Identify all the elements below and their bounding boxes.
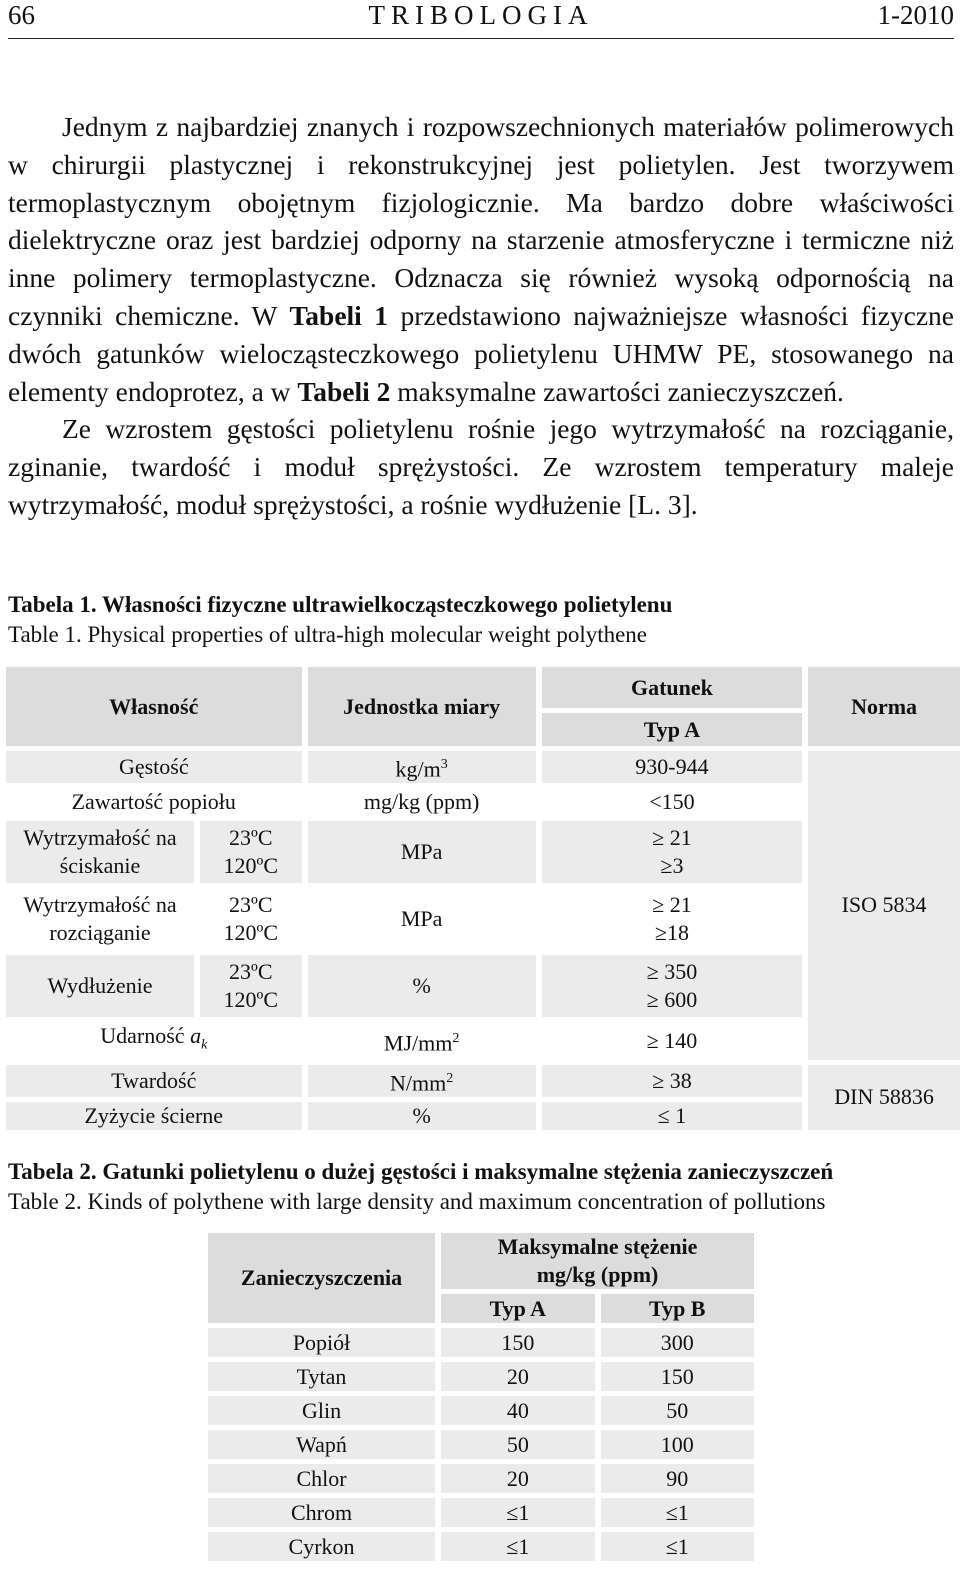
- norm-iso: ISO 5834: [808, 751, 960, 1060]
- row-wear-name: Zyżycie ścierne: [6, 1102, 302, 1130]
- th-grade: Gatunek: [542, 667, 802, 708]
- th-unit: Jednostka miary: [308, 667, 536, 746]
- t2-row-a: 50: [441, 1430, 594, 1459]
- t2-row-a: 150: [441, 1328, 594, 1357]
- t2-row-b: 50: [601, 1396, 754, 1425]
- ref-table1: Tabeli 1: [289, 299, 389, 331]
- t2-th-type-b: Typ B: [601, 1294, 754, 1323]
- row-ash-value: <150: [542, 788, 802, 816]
- row-wear-unit: %: [308, 1102, 536, 1130]
- row-tensile-values: ≥ 21 ≥18: [542, 888, 802, 950]
- th-type-a: Typ A: [542, 713, 802, 746]
- t2-row-a: 20: [441, 1362, 594, 1391]
- t2-row-name: Popiół: [208, 1328, 435, 1357]
- table2: [202, 1228, 760, 1566]
- row-compressive-values: ≥ 21 ≥3: [542, 821, 802, 883]
- paragraph-2: Ze wzrostem gęstości polietylenu rośnie jego wytrzymałość na rozciąganie, zginanie, twardość i moduł sprężystości. Ze wzrostem temperatury maleje wytrzymałość, moduł sprężystości, a rośnie wydłużenie [L. 3].: [8, 413, 954, 520]
- t2-row-name: Chlor: [208, 1464, 435, 1493]
- row-hardness-unit: $N/mm^2$: [308, 1065, 536, 1097]
- row-ash-name: Zawartość popiołu: [6, 788, 302, 816]
- t2-th-impurities: Zanieczyszczenia: [208, 1233, 435, 1323]
- row-elongation-temps: 23ºC 120ºC: [200, 955, 302, 1017]
- page-header: [8, 0, 954, 39]
- row-compressive-temps: 23ºC 120ºC: [200, 821, 302, 883]
- row-elongation-unit: %: [308, 955, 536, 1017]
- t2-row-b: 300: [601, 1328, 754, 1357]
- journal-title: TRIBOLOGIA: [368, 0, 594, 30]
- th-property: Własność: [6, 667, 302, 746]
- table1: [0, 662, 960, 1135]
- t2-th-max: Maksymalne stężenie mg/kg (ppm): [441, 1233, 754, 1289]
- t2-row-b: 100: [601, 1430, 754, 1459]
- t2-row-b: ≤1: [601, 1498, 754, 1527]
- row-density-unit: $kg/m^3$: [308, 751, 536, 783]
- t2-row-a: 40: [441, 1396, 594, 1425]
- t2-row-name: Glin: [208, 1396, 435, 1425]
- norm-din: DIN 58836: [808, 1065, 960, 1130]
- para1-text-c: maksymalne zawartości zanieczyszczeń.: [390, 375, 844, 407]
- para1-text-b: przedstawiono najważniejsze własności fizyczne dwóch gatunków wielocząsteczkowego polietylenu UHMW PE, stosowanego na elementy endoprotez, a w: [8, 299, 954, 407]
- body-text: [8, 108, 954, 524]
- table1-caption-en: Table 1. Physical properties of ultra-high molecular weight polythene: [8, 622, 648, 647]
- t2-row-name: Chrom: [208, 1498, 435, 1527]
- table2-caption-pl: Tabela 2. Gatunki polietylenu o dużej gęstości i maksymalne stężenia zanieczyszczeń: [8, 1159, 834, 1184]
- row-tensile-temps: 23ºC 120ºC: [200, 888, 302, 950]
- row-impact-name: Udarność $a_k$: [6, 1022, 302, 1059]
- ref-table2: Tabeli 2: [297, 375, 391, 407]
- t2-row-b: ≤1: [601, 1532, 754, 1561]
- paragraph-1: [8, 108, 954, 410]
- t2-row-b: 90: [601, 1464, 754, 1493]
- row-wear-value: ≤ 1: [542, 1102, 802, 1130]
- row-elongation-name: Wydłużenie: [6, 955, 194, 1017]
- t2-row-name: Wapń: [208, 1430, 435, 1459]
- table2-caption: [8, 1157, 833, 1217]
- t2-row-a: ≤1: [441, 1532, 594, 1561]
- table1-caption-pl: Tabela 1. Własności fizyczne ultrawielkocząsteczkowego polietylenu: [8, 592, 673, 617]
- issue-number: 1-2010: [877, 0, 954, 30]
- page-number: 66: [8, 0, 35, 30]
- row-impact-unit: $MJ/mm^2$: [308, 1022, 536, 1059]
- table1-caption: [8, 590, 672, 650]
- table2-caption-en: Table 2. Kinds of polythene with large density and maximum concentration of pollutions: [8, 1189, 826, 1214]
- para1-text-a: Jednym z najbardziej znanych i rozpowszechnionych materiałów polimerowych w chirurgii plastycznej i rekonstrukcyjnej jest polietylen. Jest tworzywem termoplastycznym obojętnym fizjologicznie. Ma bardzo dobre właściwości dielektryczne oraz jest bardziej odporny na starzenie atmosferyczne i termiczne niż inne polimery termoplastyczne. Odznacza się również wysoką odpornością na czynniki chemiczne. W: [8, 111, 954, 331]
- row-density-name: Gęstość: [6, 751, 302, 783]
- row-density-value: 930-944: [542, 751, 802, 783]
- row-hardness-value: ≥ 38: [542, 1065, 802, 1097]
- row-hardness-name: Twardość: [6, 1065, 302, 1097]
- row-compressive-name: Wytrzymałość na ściskanie: [6, 821, 194, 883]
- row-impact-value: ≥ 140: [542, 1022, 802, 1059]
- row-compressive-unit: MPa: [308, 821, 536, 883]
- t2-row-b: 150: [601, 1362, 754, 1391]
- t2-row-a: 20: [441, 1464, 594, 1493]
- row-tensile-unit: MPa: [308, 888, 536, 950]
- row-ash-unit: mg/kg (ppm): [308, 788, 536, 816]
- t2-row-a: ≤1: [441, 1498, 594, 1527]
- th-norm: Norma: [808, 667, 960, 746]
- row-tensile-name: Wytrzymałość na rozciąganie: [6, 888, 194, 950]
- t2-row-name: Tytan: [208, 1362, 435, 1391]
- t2-row-name: Cyrkon: [208, 1532, 435, 1561]
- row-elongation-values: ≥ 350 ≥ 600: [542, 955, 802, 1017]
- t2-th-type-a: Typ A: [441, 1294, 594, 1323]
